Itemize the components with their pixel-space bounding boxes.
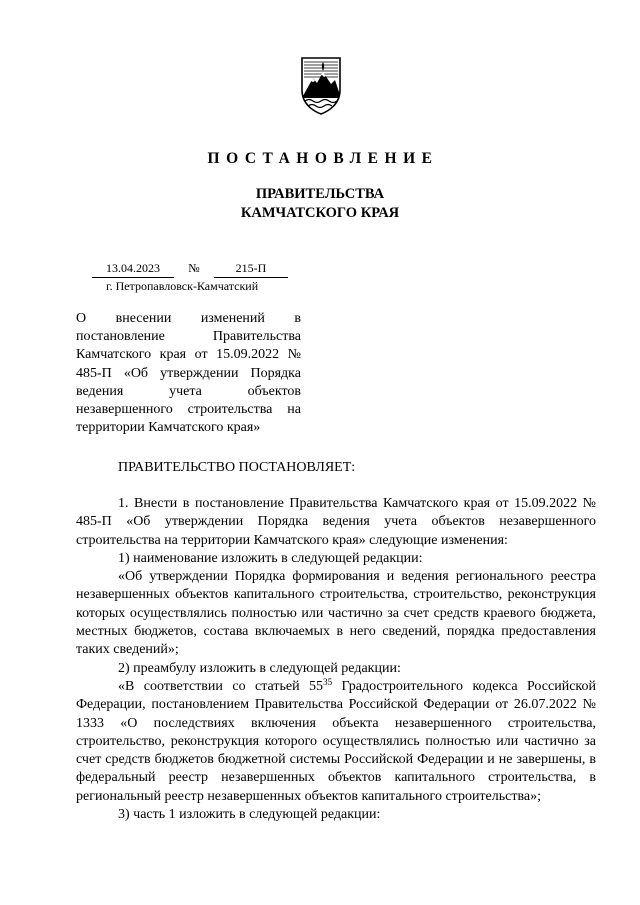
body-paragraph-part: «В соответствии со статьей 55 (118, 678, 324, 694)
body-paragraph: 3) часть 1 изложить в следующей редакции: (118, 807, 381, 823)
article-superscript: 35 (323, 676, 333, 687)
issuer-line-1: ПРАВИТЕЛЬСТВА (255, 186, 385, 202)
body-paragraph-part: Градостроительного кодекса Российской Федерации, постановлением Правительства Российской Федерации от 26.07.2022 № 1333 «О последствиях включения объекта незавершенного строительства, строительство, реконструкция которого осуществлялись полностью или частично за счет средств бюджетов бюджетной системы Российской Федерации и не завершены, в федеральный реестр незавершенных объектов капитального строительства, в региональный реестр незавершенных объектов капитального строительства»; (76, 678, 596, 804)
document-subject: О внесении изменений в постановление Правительства Камчатского края от 15.09.2022 № 485-П «Об утверждении Порядка ведения учета объектов незавершенного строительства на территории Камчатского края» (76, 311, 301, 436)
issuer-block (0, 185, 640, 223)
document-type-title: ПОСТАНОВЛЕНИЕ (207, 150, 439, 167)
coat-of-arms-emblem (299, 56, 343, 116)
body-paragraph (76, 678, 596, 806)
body-paragraph: 2) преамбулу изложить в следующей редакции: (118, 660, 401, 676)
body-paragraph: «Об утверждении Порядка формирования и ведения регионального реестра незавершенных объектов капитального строительства, строительство, реконструкция которых осуществлялись полностью или частично за счет средств краевого бюджета, местных бюджетов, состава включаемых в него сведений, порядка предоставления таких сведений»; (76, 569, 596, 658)
document-date-number (92, 261, 288, 278)
body-paragraph: 1. Внести в постановление Правительства Камчатского края от 15.09.2022 № 485-П «Об утверждении Порядка ведения учета объектов незавершенного строительства на территории Камчатского края» следующие изменения: (76, 496, 596, 548)
issue-city: г. Петропавловск-Камчатский (106, 279, 259, 293)
issuer-line-2: КАМЧАТСКОГО КРАЯ (240, 205, 400, 221)
document-date: 13.04.2023 (92, 261, 174, 278)
number-sign: № (188, 261, 200, 275)
kamchatka-coat-of-arms-icon (299, 56, 343, 116)
body-paragraph: 1) наименование изложить в следующей редакции: (118, 550, 423, 566)
decree-statement: ПРАВИТЕЛЬСТВО ПОСТАНОВЛЯЕТ: (118, 460, 356, 475)
document-body (76, 495, 596, 824)
document-number: 215-П (214, 261, 288, 278)
